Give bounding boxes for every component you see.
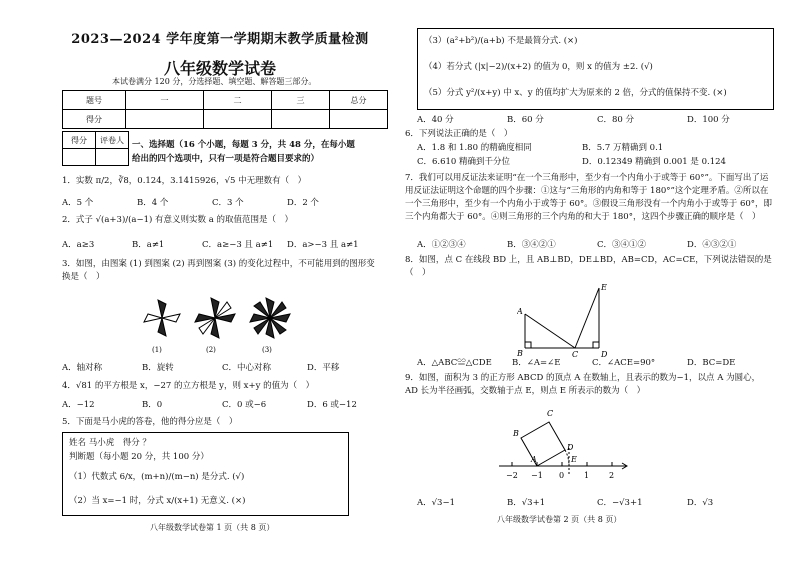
question-4: 4．√81 的平方根是 x，−27 的立方根是 y，则 x+y 的值为（ ） — [62, 381, 315, 391]
score-cell — [126, 110, 204, 129]
answer-item-5: （5）分式 y²/(x+y) 中 x、y 的值均扩大为原来的 2 倍，分式的值保持不变. (×) — [424, 88, 727, 98]
option: B．5.7 万精确到 0.1 — [582, 143, 664, 153]
option: A．①②③④ — [417, 240, 466, 250]
option: D．0.12349 精确到 0.001 是 0.124 — [582, 157, 726, 167]
grader-label: 得分 — [63, 132, 96, 149]
exam-subtitle: 八年级数学试卷 — [163, 59, 276, 78]
grader-cell — [96, 149, 129, 166]
point-label-D: D — [567, 443, 574, 452]
question-1: 1．实数 π/2，∛8，0.124，3.1415926，√5 中无理数有（ ） — [62, 176, 307, 186]
option: A．△ABC≌△CDE — [417, 358, 492, 368]
answer-item-4: （4）若分式 (|x|−2)/(x+2) 的值为 0，则 x 的值为 ±2. (√) — [424, 62, 653, 72]
option: C．6.610 精确到千分位 — [417, 157, 511, 167]
question-7-options — [417, 238, 767, 250]
page-footer: 八年级数学试卷第 1 页（共 8 页） — [150, 523, 275, 532]
question-2: 2．式子 √(a+3)/(a−1) 有意义则实数 a 的取值范围是（ ） — [62, 215, 294, 225]
answer-item-3: （3）(a²+b²)/(a+b) 不是最简分式. (×) — [424, 36, 578, 46]
question-6: 6．下列说法正确的是（ ） — [405, 129, 513, 139]
point-label-A: A — [531, 455, 537, 464]
answer-item-2: （2）当 x=−1 时，分式 x/(x+1) 无意义. (×) — [69, 496, 246, 506]
option: B．4 个 — [137, 198, 169, 208]
option: A．5 个 — [62, 198, 94, 208]
tick-label: 1 — [584, 471, 590, 480]
answer-sheet-name: 姓名 马小虎 得分 ？ — [69, 438, 151, 448]
answer-sheet-heading: 判断题（每小题 20 分，共 100 分） — [69, 452, 209, 462]
point-label-E: E — [601, 283, 607, 292]
option: A．40 分 — [417, 115, 454, 125]
answer-sheet-box-continued — [417, 28, 774, 110]
point-label-B: B — [517, 349, 523, 358]
grader-table — [62, 131, 129, 166]
question-7: 7．我们可以用反证法来证明“在一个三角形中，至少有一个内角小于或等于 60°”。下面写出了运用反证法证明这个命题的四个步骤：①这与“三角形的内角和等于 180°”这个定理矛盾。②所以在一个三角形中，至少有一个内角小于或等于 60°。③假设三角形没有一个内角小于或等于 60°，即三个内角都大于 60°。④则三角形的三个内角的和大于 180°，这四个步骤正确的顺序是（ ） — [405, 173, 773, 222]
pinwheel-figures — [140, 292, 300, 354]
right-page — [397, 0, 794, 561]
option: D．a>−3 且 a≠1 — [287, 240, 359, 250]
option: C．∠ACE=90° — [592, 358, 656, 368]
question-5-options — [417, 113, 767, 125]
point-label-E: E — [571, 455, 577, 464]
score-cell — [272, 110, 330, 129]
score-header: 总分 — [330, 91, 388, 110]
option: A．a≥3 — [62, 240, 95, 250]
option: D．BC=DE — [687, 358, 736, 368]
option: B．∠A=∠E — [512, 358, 561, 368]
option: C．中心对称 — [222, 363, 272, 373]
question-9-options — [417, 496, 757, 508]
point-label-D: D — [601, 350, 608, 358]
option: B．a≠1 — [132, 240, 165, 250]
score-cell — [204, 110, 272, 129]
option: D．6 或−12 — [307, 400, 357, 410]
score-header: 一 — [126, 91, 204, 110]
fig-label-2: (2) — [206, 346, 216, 354]
grader-cell — [63, 149, 96, 166]
option: B．③④②① — [507, 240, 556, 250]
option: D．平移 — [307, 363, 340, 373]
score-header: 三 — [272, 91, 330, 110]
score-cell — [330, 110, 388, 129]
fig-label-3: (3) — [262, 346, 272, 354]
option: A．1.8 和 1.80 的精确度相同 — [417, 143, 532, 153]
grader-label: 评卷人 — [96, 132, 129, 149]
option: D．④③②① — [687, 240, 737, 250]
question-3-options — [62, 361, 377, 373]
score-header: 题号 — [63, 91, 126, 110]
page-footer: 八年级数学试卷第 2 页（共 8 页） — [497, 515, 622, 524]
answer-sheet-box — [62, 432, 349, 516]
score-row-label: 得分 — [63, 110, 126, 129]
option: B．60 分 — [507, 115, 544, 125]
question-4-options — [62, 398, 377, 410]
option: A．−12 — [62, 400, 95, 410]
question-2-options — [62, 238, 377, 250]
option: C．−√3+1 — [597, 498, 643, 508]
point-label-C: C — [547, 409, 554, 418]
option: D．2 个 — [287, 198, 319, 208]
tick-label: 0 — [559, 471, 565, 480]
option: C．80 分 — [597, 115, 635, 125]
question-6-options-row2 — [417, 156, 777, 169]
tick-label: −1 — [531, 471, 543, 480]
point-label-C: C — [572, 350, 579, 358]
number-line-figure — [497, 404, 637, 486]
pinwheel-figure-3 — [250, 298, 290, 338]
option: C．0 或−6 — [222, 400, 267, 410]
score-header: 二 — [204, 91, 272, 110]
question-3: 3．如图，由图案 (1) 到图案 (2) 再到图案 (3) 的变化过程中，不可能用到的图形变换是（ ） — [62, 259, 375, 282]
question-9: 9．如图，面积为 3 的正方形 ABCD 的顶点 A 在数轴上，且表示的数为−1，以点 A 为圆心，AD 长为半径画弧，交数轴于点 E，则点 E 所表示的数为（ ） — [405, 373, 761, 396]
tick-label: 2 — [609, 471, 615, 480]
score-table — [62, 90, 388, 129]
option: B．√3+1 — [507, 498, 546, 508]
pinwheel-figure-1 — [144, 300, 180, 336]
option: B．0 — [142, 400, 163, 410]
option: A．√3−1 — [417, 498, 455, 508]
option: C．a≥−3 且 a≠1 — [202, 240, 274, 250]
point-label-B: B — [513, 429, 519, 438]
fig-label-1: (1) — [152, 346, 162, 354]
option: D．100 分 — [687, 115, 730, 125]
answer-item-1: （1）代数式 6/x，(m+n)/(m−n) 是分式. (√) — [69, 472, 245, 482]
option: B．旋转 — [142, 363, 174, 373]
question-6-options-row1 — [417, 142, 777, 155]
tick-label: −2 — [506, 471, 518, 480]
option: A．轴对称 — [62, 363, 103, 373]
question-1-options — [62, 196, 362, 208]
pinwheel-figure-2 — [195, 298, 235, 338]
option: C．3 个 — [212, 198, 244, 208]
question-8: 8．如图，点 C 在线段 BD 上，且 AB⊥BD，DE⊥BD，AB=CD，AC=CE，下列说法错误的是（ ） — [405, 255, 772, 278]
question-5: 5．下面是马小虎的答卷，他的得分应是（ ） — [62, 417, 238, 427]
triangle-figure — [517, 282, 637, 358]
exam-note: 本试卷满分 120 分，分选择题、填空题、解答题三部分。 — [112, 77, 317, 86]
question-8-options — [417, 356, 767, 368]
section-header: 一、选择题（16 个小题，每题 3 分，共 48 分，在每小题给出的四个选项中，只有一项是符合题目要求的） — [132, 140, 355, 164]
point-label-A: A — [517, 307, 523, 316]
option: D．√3 — [687, 498, 714, 508]
exam-title: 2023—2024 学年度第一学期期末教学质量检测 — [71, 32, 369, 47]
option: C．③④①② — [597, 240, 647, 250]
